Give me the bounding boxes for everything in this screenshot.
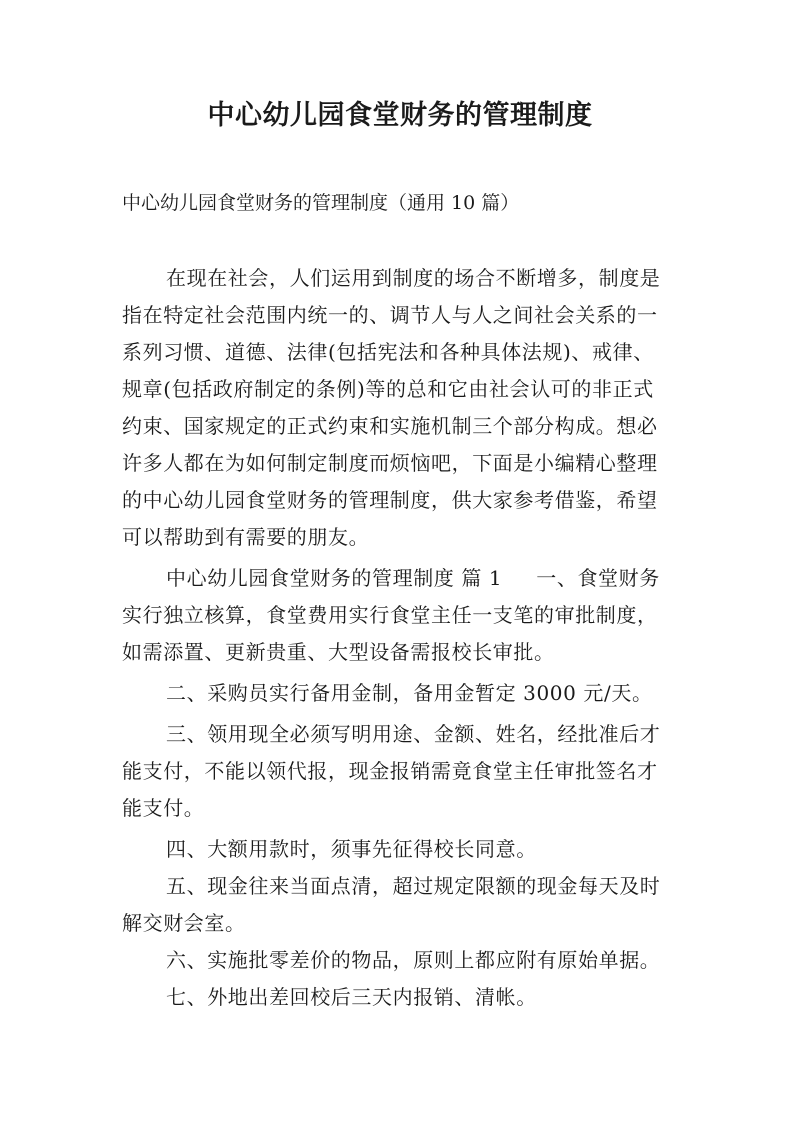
body-line: 五、现金往来当面点清，超过规定限额的现金每天及时 <box>166 874 661 898</box>
body-line: 实行独立核算，食堂费用实行食堂主任一支笔的审批制度， <box>122 603 658 627</box>
body-line: 能支付，不能以领代报，现金报销需竟食堂主任审批签名才 <box>122 759 658 783</box>
body-line: 六、实施批零差价的物品，原则上都应附有原始单据。 <box>166 948 661 972</box>
section-heading-line <box>166 563 660 593</box>
intro-line: 规章(包括政府制定的条例)等的总和它由社会认可的非正式 <box>122 377 654 401</box>
intro-line: 指在特定社会范围内统一的、调节人与人之间社会关系的一 <box>122 303 658 327</box>
body-line: 三、领用现全必须写明用途、金额、姓名，经批准后才 <box>166 722 661 746</box>
section-first-clause: 一、食堂财务 <box>536 566 660 590</box>
body-line: 能支付。 <box>122 796 205 820</box>
body-line: 二、采购员实行备用金制，备用金暂定 3000 元/天。 <box>166 681 653 705</box>
body-line: 如需添置、更新贵重、大型设备需报校长审批。 <box>122 640 555 664</box>
body-line: 七、外地出差回校后三天内报销、清帐。 <box>166 985 537 1009</box>
intro-line: 系列习惯、道德、法律(包括宪法和各种具体法规)、戒律、 <box>122 340 654 364</box>
intro-line: 许多人都在为如何制定制度而烦恼吧，下面是小编精心整理 <box>122 451 658 475</box>
intro-line: 在现在社会，人们运用到制度的场合不断增多，制度是 <box>166 266 661 290</box>
document-title: 中心幼儿园食堂财务的管理制度 <box>207 100 593 131</box>
intro-line: 约束、国家规定的正式约束和实施机制三个部分构成。想必 <box>122 414 658 438</box>
body-line: 解交财会室。 <box>122 911 246 935</box>
intro-line: 可以帮助到有需要的朋友。 <box>122 525 370 549</box>
body-line: 四、大额用款时，须事先征得校长同意。 <box>166 837 537 861</box>
intro-line: 的中心幼儿园食堂财务的管理制度，供大家参考借鉴，希望 <box>122 488 658 512</box>
section-heading: 中心幼儿园食堂财务的管理制度 篇 1 <box>166 566 503 590</box>
document-subtitle: 中心幼儿园食堂财务的管理制度（通用 10 篇） <box>122 192 520 214</box>
